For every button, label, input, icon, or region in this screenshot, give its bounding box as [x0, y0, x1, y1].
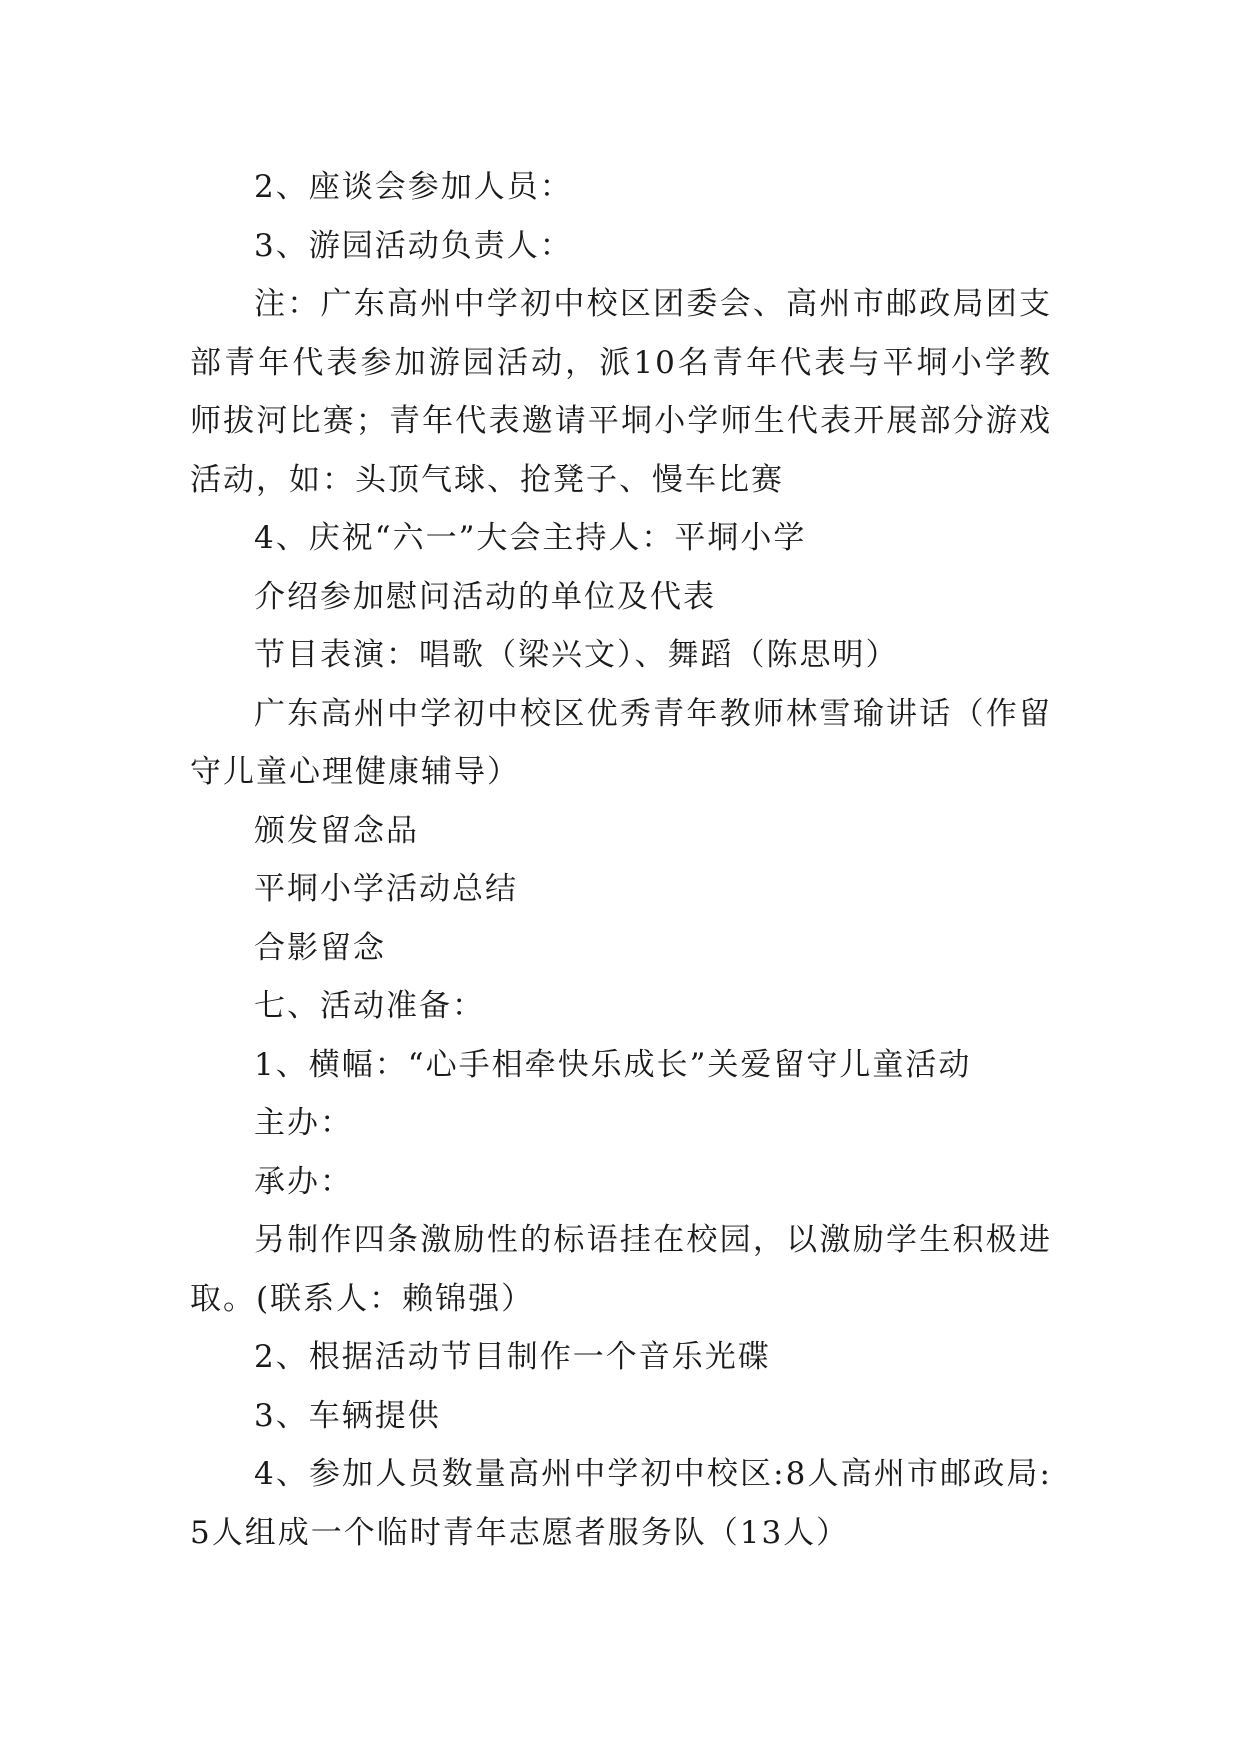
section-heading-preparation: 七、活动准备： [254, 988, 485, 1024]
paragraph-note: 注：广东高州中学初中校区团委会、高州市邮政局团支部青年代表参加游园活动，派10名青年代表与平垌小学教师拔河比赛；青年代表邀请平垌小学师生代表开展部分游戏活动，如：头顶气球、抢凳子、慢车比赛 [190, 286, 1052, 498]
paragraph-slogans: 另制作四条激励性的标语挂在校园，以激励学生积极进取。(联系人：赖锦强） [190, 1222, 1052, 1317]
paragraph-vehicles: 3、车辆提供 [254, 1397, 441, 1434]
paragraph-introduce-units: 介绍参加慰问活动的单位及代表 [254, 578, 716, 615]
paragraph-organizer: 主办： [254, 1105, 353, 1141]
paragraph-souvenirs: 颁发留念品 [254, 812, 419, 849]
paragraph-performances: 节目表演：唱歌（梁兴文）、舞蹈（陈思明） [254, 637, 899, 673]
paragraph-garden-activity-leader: 3、游园活动负责人： [254, 227, 573, 264]
paragraph-participant-count: 4、参加人员数量高州中学初中校区:8人高州市邮政局:5人组成一个临时青年志愿者服务队（13人） [190, 1456, 1052, 1551]
paragraph-group-photo: 合影留念 [254, 929, 386, 966]
paragraph-summary: 平垌小学活动总结 [254, 871, 518, 907]
paragraph-music-cd: 2、根据活动节目制作一个音乐光碟 [254, 1339, 771, 1375]
paragraph-banner: 1、横幅：“心手相牵快乐成长”关爱留守儿童活动 [254, 1046, 972, 1083]
paragraph-host: 4、庆祝“六一”大会主持人：平垌小学 [254, 520, 807, 556]
paragraph-teacher-speech: 广东高州中学初中校区优秀青年教师林雪瑜讲话（作留守儿童心理健康辅导） [190, 695, 1052, 790]
paragraph-co-organizer: 承办： [254, 1163, 353, 1200]
document-body [190, 158, 1052, 1562]
paragraph-forum-participants: 2、座谈会参加人员： [254, 169, 573, 205]
